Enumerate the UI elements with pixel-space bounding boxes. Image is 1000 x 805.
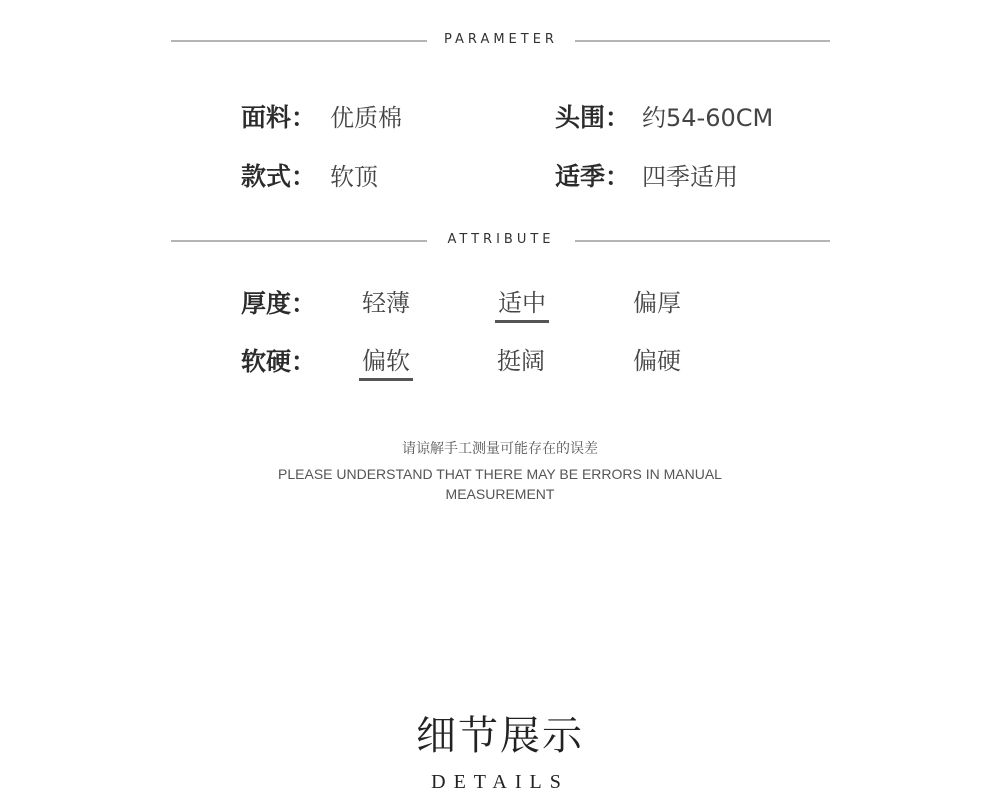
divider-line-left [171,240,427,242]
param-value-season: 四季适用 [642,163,738,191]
attr-option-thin: 轻薄 [362,289,410,317]
param-label-fabric: 面料： [241,103,317,132]
attr-option-medium-selected: 适中 [495,286,549,323]
attr-option-soft-selected: 偏软 [359,344,413,381]
divider-line-left [171,40,427,42]
measurement-note-en: PLEASE UNDERSTAND THAT THERE MAY BE ERRORS IN MANUAL MEASUREMENT [278,466,722,502]
param-value-style: 软顶 [330,163,378,191]
details-title: 细节展示 [416,713,584,759]
param-label-head-size: 头围： [555,103,631,132]
param-label-style: 款式： [241,162,317,191]
param-label-season: 适季： [555,162,631,191]
attribute-heading: ATTRIBUTE [447,232,555,247]
parameter-divider [171,30,830,50]
attr-option-firm: 挺阔 [497,347,545,375]
attr-label-softness: 软硬： [241,347,317,376]
param-value-head-size: 约54-60CM [642,104,774,132]
attribute-divider [171,230,830,250]
divider-line-right [575,40,830,42]
attr-label-thickness: 厚度： [241,289,317,318]
parameter-heading: PARAMETER [444,32,558,47]
param-value-fabric: 优质棉 [330,104,402,132]
measurement-note-cn: 请谅解手工测量可能存在的误差 [402,441,598,457]
details-subtitle: DETAILS [431,771,569,793]
attr-option-hard: 偏硬 [633,347,681,375]
divider-line-right [575,240,830,242]
attr-option-thick: 偏厚 [633,289,681,317]
